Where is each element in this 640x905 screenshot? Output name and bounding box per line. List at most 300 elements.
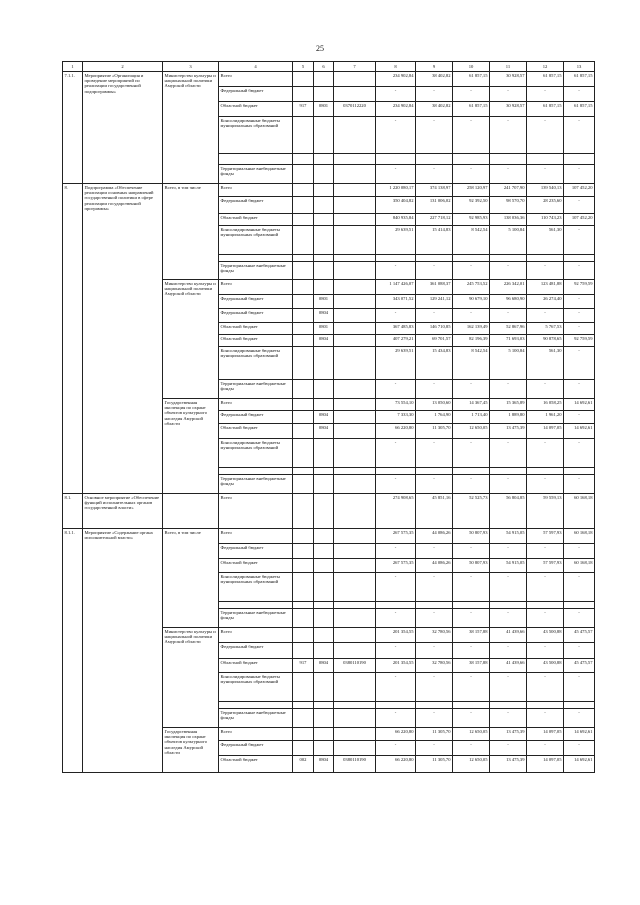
table-cell: Всего: [219, 72, 293, 87]
table-cell: -: [416, 262, 453, 280]
table-cell: -: [527, 609, 564, 628]
table-cell: 11 305,70: [416, 424, 453, 439]
table-cell: 38 157,88: [453, 659, 490, 673]
table-cell: 107 452,20: [564, 214, 595, 226]
table-cell: 66 220,80: [376, 756, 416, 773]
table-cell: -: [453, 673, 490, 702]
table-cell: Консолидированные бюджеты муниципальных образований: [219, 673, 293, 702]
table-cell: 361 088,37: [416, 280, 453, 295]
table-cell: 002: [293, 756, 314, 773]
table-cell: [314, 709, 334, 728]
table-cell: -: [416, 117, 453, 154]
table-cell: -: [453, 741, 490, 756]
table-cell: 227 718,12: [416, 214, 453, 226]
table-cell: [527, 255, 564, 262]
table-cell: [416, 468, 453, 475]
table-cell: 234 902,84: [376, 72, 416, 87]
table-cell: [376, 602, 416, 609]
table-cell: [163, 494, 219, 529]
table-cell: -: [453, 262, 490, 280]
table-cell: [334, 573, 376, 602]
table-cell: 45 851,16: [416, 494, 453, 529]
table-cell: [314, 475, 334, 494]
table-cell: 0370112220: [334, 102, 376, 117]
table-cell: -: [416, 709, 453, 728]
table-cell: Областной бюджет: [219, 102, 293, 117]
table-cell: [314, 347, 334, 380]
table-cell: 110 743,23: [527, 214, 564, 226]
table-cell: -: [376, 439, 416, 468]
table-cell: [334, 494, 376, 529]
column-header: 8: [376, 62, 416, 72]
table-cell: Министерство культуры и национальной политики Амурской области: [163, 628, 219, 728]
table-cell: 561,30: [527, 226, 564, 255]
table-cell: [293, 628, 314, 643]
table-cell: Консолидированные бюджеты муниципальных образований: [219, 117, 293, 154]
table-cell: -: [416, 475, 453, 494]
table-cell: -: [490, 165, 527, 184]
table-cell: -: [453, 380, 490, 399]
table-cell: -: [376, 741, 416, 756]
table-cell: 38 402,82: [416, 102, 453, 117]
table-cell: -: [490, 87, 527, 102]
table-cell: [564, 468, 595, 475]
table-cell: [293, 197, 314, 214]
table-cell: Подпрограмма «Обеспечение реализации основных направлений государственной политики в сфере реализации государственной программы»: [83, 184, 163, 494]
table-cell: 12 650,05: [453, 728, 490, 741]
table-cell: -: [416, 87, 453, 102]
table-cell: [334, 280, 376, 295]
table-cell: [293, 72, 314, 87]
table-cell: 367 485,83: [376, 323, 416, 335]
table-cell: -: [490, 544, 527, 559]
table-cell: 1 889,80: [490, 411, 527, 424]
table-cell: Территориальные внебюджетные фонды: [219, 262, 293, 280]
table-cell: 16 058,25: [527, 399, 564, 411]
table-cell: -: [453, 573, 490, 602]
table-cell: Государственная инспекция по охране объектов культурного наследия Амурской области: [163, 399, 219, 494]
table-cell: 1 713,40: [453, 411, 490, 424]
table-cell: 8.1.1.: [63, 529, 83, 773]
table-cell: 13 475,39: [490, 728, 527, 741]
table-cell: 92 759,59: [564, 280, 595, 295]
table-cell: [564, 255, 595, 262]
table-cell: [293, 214, 314, 226]
table-cell: 61 857,15: [453, 102, 490, 117]
table-cell: [314, 573, 334, 602]
table-cell: [376, 468, 416, 475]
table-cell: [334, 323, 376, 335]
table-cell: -: [527, 544, 564, 559]
table-cell: 14 692,61: [564, 424, 595, 439]
table-row: [63, 184, 595, 197]
table-cell: -: [416, 741, 453, 756]
table-cell: 61 857,15: [564, 72, 595, 87]
table-cell: -: [416, 544, 453, 559]
table-cell: [527, 154, 564, 165]
table-cell: Федеральный бюджет: [219, 197, 293, 214]
table-cell: [219, 255, 293, 262]
table-cell: 13 475,39: [490, 756, 527, 773]
table-cell: 45 475,57: [564, 628, 595, 643]
table-cell: 92 985,93: [453, 214, 490, 226]
table-cell: [490, 702, 527, 709]
table-cell: [453, 602, 490, 609]
table-cell: -: [564, 117, 595, 154]
table-cell: -: [376, 475, 416, 494]
table-cell: [334, 411, 376, 424]
table-cell: -: [564, 411, 595, 424]
table-cell: -: [416, 673, 453, 702]
table-cell: 15 365,89: [490, 399, 527, 411]
table-cell: 96 680,90: [490, 295, 527, 309]
table-cell: [490, 468, 527, 475]
table-cell: 90 878,65: [527, 335, 564, 347]
table-cell: 267 575,35: [376, 529, 416, 544]
table-cell: -: [376, 87, 416, 102]
table-cell: [314, 602, 334, 609]
table-cell: Федеральный бюджет: [219, 309, 293, 323]
table-cell: -: [490, 439, 527, 468]
table-cell: [314, 165, 334, 184]
table-cell: 13 475,39: [490, 424, 527, 439]
table-cell: 8.1.: [63, 494, 83, 529]
table-cell: Министерство культуры и национальной политики Амурской области: [163, 280, 219, 399]
table-cell: Областной бюджет: [219, 335, 293, 347]
column-header: 5: [293, 62, 314, 72]
table-cell: [334, 117, 376, 154]
table-cell: [314, 280, 334, 295]
table-cell: -: [527, 673, 564, 702]
table-cell: 561,30: [527, 347, 564, 380]
table-cell: 41 439,66: [490, 628, 527, 643]
table-cell: -: [376, 709, 416, 728]
table-cell: [314, 702, 334, 709]
table-cell: 14 692,61: [564, 728, 595, 741]
table-cell: [564, 602, 595, 609]
table-cell: [334, 702, 376, 709]
table-cell: [334, 559, 376, 573]
table-cell: [293, 702, 314, 709]
column-header: 3: [163, 62, 219, 72]
table-cell: -: [527, 117, 564, 154]
table-cell: -: [527, 741, 564, 756]
table-cell: 82 196,39: [453, 335, 490, 347]
table-cell: 30 928,57: [490, 72, 527, 87]
table-cell: -: [490, 573, 527, 602]
table-cell: -: [564, 673, 595, 702]
table-cell: 107 452,20: [564, 184, 595, 197]
table-cell: [293, 741, 314, 756]
table-cell: [334, 255, 376, 262]
table-cell: [314, 559, 334, 573]
table-cell: 5 100,84: [490, 226, 527, 255]
table-cell: -: [490, 117, 527, 154]
table-cell: -: [564, 709, 595, 728]
table-cell: Всего: [219, 728, 293, 741]
table-cell: -: [490, 709, 527, 728]
table-cell: Территориальные внебюджетные фонды: [219, 475, 293, 494]
table-cell: 50 807,93: [453, 529, 490, 544]
table-cell: [314, 529, 334, 544]
table-cell: -: [376, 165, 416, 184]
table-cell: -: [416, 309, 453, 323]
table-cell: [334, 154, 376, 165]
table-cell: 15 414,83: [416, 226, 453, 255]
table-cell: [334, 673, 376, 702]
table-cell: -: [376, 309, 416, 323]
column-header: 4: [219, 62, 293, 72]
table-header-row: [63, 62, 595, 72]
table-cell: 131 006,02: [416, 197, 453, 214]
table-cell: Территориальные внебюджетные фонды: [219, 709, 293, 728]
table-cell: -: [564, 295, 595, 309]
table-cell: [334, 309, 376, 323]
table-cell: 1 147 426,07: [376, 280, 416, 295]
table-cell: [293, 184, 314, 197]
table-cell: 52 867,96: [490, 323, 527, 335]
table-cell: 11 305,70: [416, 728, 453, 741]
table-cell: [293, 411, 314, 424]
table-cell: [416, 602, 453, 609]
table-cell: [334, 335, 376, 347]
table-cell: Областной бюджет: [219, 424, 293, 439]
table-cell: 38 157,88: [453, 628, 490, 643]
table-cell: 241 707,90: [490, 184, 527, 197]
table-cell: 52 525,73: [453, 494, 490, 529]
table-cell: [453, 255, 490, 262]
table-cell: -: [564, 439, 595, 468]
table-cell: -: [376, 643, 416, 659]
table-cell: 38 402,82: [416, 72, 453, 87]
table-cell: [219, 468, 293, 475]
table-cell: -: [527, 87, 564, 102]
table-cell: 0801: [314, 102, 334, 117]
table-cell: [564, 702, 595, 709]
table-cell: -: [490, 741, 527, 756]
table-cell: 14 367,45: [453, 399, 490, 411]
table-cell: 0804: [314, 756, 334, 773]
table-cell: [334, 262, 376, 280]
column-header: 1: [63, 62, 83, 72]
table-cell: 201 354,55: [376, 628, 416, 643]
table-cell: -: [490, 475, 527, 494]
table-cell: 226 342,01: [490, 280, 527, 295]
table-cell: 26 274,40: [527, 295, 564, 309]
table-cell: [293, 494, 314, 529]
table-cell: [219, 602, 293, 609]
table-cell: -: [376, 380, 416, 399]
table-cell: [334, 439, 376, 468]
table-cell: [490, 602, 527, 609]
table-cell: Всего: [219, 529, 293, 544]
table-cell: [314, 380, 334, 399]
table-cell: [293, 643, 314, 659]
table-cell: 30 928,57: [490, 102, 527, 117]
table-cell: [314, 728, 334, 741]
table-cell: Всего: [219, 184, 293, 197]
table-cell: 60 168,18: [564, 559, 595, 573]
table-cell: [314, 399, 334, 411]
table-cell: -: [564, 544, 595, 559]
table-cell: -: [453, 475, 490, 494]
table-cell: 73 554,10: [376, 399, 416, 411]
table-cell: Федеральный бюджет: [219, 411, 293, 424]
table-cell: Федеральный бюджет: [219, 643, 293, 659]
table-cell: 54 915,05: [490, 529, 527, 544]
table-cell: [314, 439, 334, 468]
table-cell: [314, 741, 334, 756]
table-cell: 0804: [314, 309, 334, 323]
table-cell: 54 915,05: [490, 559, 527, 573]
table-cell: [314, 609, 334, 628]
table-cell: -: [527, 573, 564, 602]
table-cell: -: [564, 573, 595, 602]
table-cell: -: [490, 309, 527, 323]
table-cell: Всего, в том числе: [163, 184, 219, 280]
table-cell: 138 036,36: [490, 214, 527, 226]
table-cell: [293, 728, 314, 741]
table-cell: [293, 117, 314, 154]
table-cell: Мероприятие «Содержание органа исполнительной власти»: [83, 529, 163, 773]
table-cell: [314, 226, 334, 255]
table-cell: 11 305,70: [416, 756, 453, 773]
table-cell: -: [564, 226, 595, 255]
column-header: 13: [564, 62, 595, 72]
table-cell: -: [527, 165, 564, 184]
table-cell: [293, 602, 314, 609]
table-cell: [416, 702, 453, 709]
table-cell: [314, 468, 334, 475]
table-cell: 61 857,15: [453, 72, 490, 87]
table-cell: -: [490, 643, 527, 659]
table-cell: [314, 87, 334, 102]
table-cell: -: [527, 262, 564, 280]
table-cell: -: [416, 380, 453, 399]
table-cell: Областной бюджет: [219, 214, 293, 226]
table-cell: 60 168,18: [564, 529, 595, 544]
table-cell: [314, 544, 334, 559]
table-cell: -: [490, 673, 527, 702]
table-cell: 139 540,13: [527, 184, 564, 197]
table-cell: [490, 255, 527, 262]
table-cell: [314, 262, 334, 280]
table-cell: Консолидированные бюджеты муниципальных образований: [219, 347, 293, 380]
table-cell: [416, 154, 453, 165]
table-cell: -: [376, 262, 416, 280]
table-cell: 0380110190: [334, 659, 376, 673]
table-cell: 0801: [314, 323, 334, 335]
table-cell: 274 908,65: [376, 494, 416, 529]
table-cell: [334, 165, 376, 184]
table-cell: [453, 468, 490, 475]
table-cell: [376, 154, 416, 165]
table-cell: -: [453, 643, 490, 659]
table-cell: Федеральный бюджет: [219, 741, 293, 756]
table-cell: -: [453, 709, 490, 728]
table-cell: 69 701,57: [416, 335, 453, 347]
table-cell: [527, 468, 564, 475]
table-cell: [314, 197, 334, 214]
table-cell: [293, 226, 314, 255]
table-cell: 7.1.1.: [63, 72, 83, 184]
table-cell: 41 439,66: [490, 659, 527, 673]
table-cell: [334, 643, 376, 659]
table-cell: [334, 184, 376, 197]
column-header: 6: [314, 62, 334, 72]
table-cell: [334, 380, 376, 399]
table-cell: -: [453, 117, 490, 154]
table-cell: 5 100,84: [490, 347, 527, 380]
table-cell: [334, 197, 376, 214]
table-cell: 5 767,53: [527, 323, 564, 335]
table-cell: [293, 475, 314, 494]
table-cell: 29 639,51: [376, 226, 416, 255]
table-cell: [334, 475, 376, 494]
table-row: [63, 494, 595, 529]
table-cell: [219, 154, 293, 165]
table-cell: 60 168,18: [564, 494, 595, 529]
table-cell: [293, 380, 314, 399]
table-cell: Областной бюджет: [219, 559, 293, 573]
table-cell: 71 693,03: [490, 335, 527, 347]
table-cell: -: [416, 165, 453, 184]
table-cell: -: [564, 475, 595, 494]
table-cell: 234 902,84: [376, 102, 416, 117]
table-cell: 267 575,35: [376, 559, 416, 573]
table-cell: 917: [293, 659, 314, 673]
table-cell: [293, 709, 314, 728]
table-cell: [314, 673, 334, 702]
table-cell: 8.: [63, 184, 83, 494]
table-cell: [314, 117, 334, 154]
table-cell: [293, 424, 314, 439]
table-cell: 245 753,52: [453, 280, 490, 295]
table-cell: [314, 494, 334, 529]
table-cell: 50 807,93: [453, 559, 490, 573]
table-cell: [453, 702, 490, 709]
page-number: 25: [316, 44, 324, 53]
table-cell: Министерство культуры и национальной политики Амурской области: [163, 72, 219, 184]
table-cell: -: [527, 475, 564, 494]
table-cell: 374 138,97: [416, 184, 453, 197]
table-cell: [314, 628, 334, 643]
table-cell: -: [527, 439, 564, 468]
table-cell: 840 935,84: [376, 214, 416, 226]
table-cell: Областной бюджет: [219, 659, 293, 673]
table-cell: -: [453, 544, 490, 559]
table-cell: -: [564, 609, 595, 628]
table-cell: -: [416, 573, 453, 602]
table-cell: -: [416, 643, 453, 659]
table-cell: Мероприятие «Организация и проведение мероприятий по реализации государственной подпрограммы»: [83, 72, 163, 184]
table-cell: 0804: [314, 659, 334, 673]
table-cell: 98 570,70: [490, 197, 527, 214]
table-cell: -: [453, 309, 490, 323]
table-cell: [293, 280, 314, 295]
table-cell: [334, 529, 376, 544]
table-cell: [314, 72, 334, 87]
table-cell: -: [564, 643, 595, 659]
table-cell: 92 392,50: [453, 197, 490, 214]
table-cell: 0804: [314, 424, 334, 439]
table-cell: 90 679,10: [453, 295, 490, 309]
table-cell: -: [376, 673, 416, 702]
table-cell: [334, 602, 376, 609]
table-cell: [334, 226, 376, 255]
table-cell: 56 804,85: [490, 494, 527, 529]
table-cell: -: [564, 197, 595, 214]
